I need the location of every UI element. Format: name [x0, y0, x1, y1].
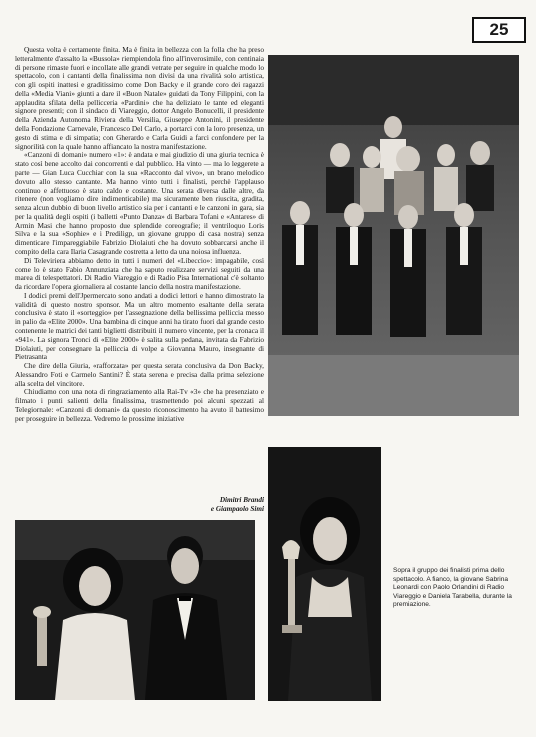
award-ceremony-photo: [15, 520, 255, 700]
byline-author-2: e Giampaolo Simi: [210, 504, 264, 513]
byline: [150, 496, 264, 513]
byline-author-1: Dimitri Brandi: [219, 496, 264, 504]
photo-caption: Sopra il gruppo dei finalisti prima dello spettacolo. A fianco, la giovane Sabrina Leonardi con Paolo Orlandini di Radio Viareggio e Daniela Tarabella, durante la premiazione.: [393, 567, 512, 609]
page-number: 25: [472, 17, 526, 43]
finalists-group-photo: [268, 55, 519, 416]
article-paragraph: Che dire della Giuria, «rafforzata» per questa serata conclusiva da Don Backy, Alessandro Foti e Carmelo Santini? È stata serena e precisa dalla prima selezione alla scelta del vincitore.: [15, 361, 264, 388]
winner-portrait-photo: [268, 447, 381, 701]
article-body: [15, 46, 264, 516]
article-paragraph: Chiudiamo con una nota di ringraziamento alla Rai-Tv «3» che ha presenziato e filmato i punti salienti della finalissima, trasmettendo poi alcuni spezzati al Telegiornale: «Canzoni di domani» da questo riconoscimento ha avuto il battesimo per proseguire in bellezza. Vedremo le prossime iniziative: [15, 387, 264, 423]
article-paragraph: I dodici premi dell'Jpermercato sono andati a dodici lettori e hanno dimostrato la validità di questo nostro sponsor. Ma un altro momento esaltante della serata conclusiva è stato il «sorteggio» per l'assegnazione della bellissima pelliccia messo in palio da «Elite 2000». Una bambina di cinque anni ha tirato fuori dal grande cesto contenente le matrici dei tanti biglietti distribuiti il numero vincente, per la cronaca il «941». La signora Tronci di «Elite 2000» è salita sulla pedana, invitata da Fabrizio Diolaiuti, per consegnare la pelliccia di volpe a Giovanna Mauro, insegnante di Pietrasanta: [15, 290, 264, 362]
article-paragraph: Questa volta è certamente finita. Ma è finita in bellezza con la folla che ha preso letteralmente d'assalto la «Bussola» riempiendola fino all'inverosimile, con centinaia di persone rimaste fuori e incollate alle grandi vetrate per seguire in qualche modo lo spettacolo, con i cantanti della finalissima non divisi da una rivalità solo artistica, con gli ospiti inattesi e graditissimo come Don Backy e il grande coro dei ragazzi della «Media Viani» giunti a dare il «Buon Natale» guidati da Tony Filippini, con la applaudita sfilata della pellicceria «Pardini» che ha deliziato le tante ed eleganti signore presenti; con il sindaco di Viareggio, dottor Angelo Bonucelli, il presidente della Azienda Autonoma Riviera della Versilia, Giuseppe Antonini, il presidente della Fondazione Carnevale, Francesco Del Carlo, a portarci con la loro presenza, un gesto di stima e di simpatia; con Gherardo e Carla Guidi a farci confondere per la signorilità con la quale hanno affiancato la nostra manifestazione.: [15, 46, 264, 151]
article-paragraph: «Canzoni di domani» numero «1»: è andata e mai giudizio di una giuria tecnica è stato così bene accolto dai concorrenti e dal pubblico. Ha vinto — ma lo leggerete a parte — Gian Luca Cucchiar con la sua «Racconto dal vivo», un brano melodico dovuto allo stesso cantante. Ma hanno vinto tutti i finalisti, perchè l'applauso continuo e affettuoso è stato caldo e costante. Una serata diversa dalle altre, da ritenere (non vogliamo dire indimenticabile) ma sicuramente ben riuscita, gradita, senza alcun dubbio di buon livello artistico sia per i cantanti e le canzoni in gara, sia per la qualità degli ospiti (i balletti «Punto Danza» di Barbara Tofani e «Antares» di Armin Masi che hanno proposto due splendide coreografie; il ventriloquo Loris Silva e la sua «Sophie» e i Prediligp, un giovane gruppo di casa nostra) senza dimenticare l'impareggiabile Fabrizio Diolaiuti che ha dovuto sobbarcarsi anche il compito della cara Ilaria Casagrande costretta a letto da una noiosa influenza.: [15, 150, 264, 256]
article-paragraph: Di Televiriera abbiamo detto in tutti i numeri del «Libeccio»: impagabile, così come lo è stato Fabio Annunziata che ha saputo realizzare servizi seguiti da una marea di telespettatori. Di Radio Viareggio e di Radio Pisa International c'è soltanto da ricordare l'opera giornaliera al costante lancio della nostra manifestazione.: [15, 255, 264, 292]
